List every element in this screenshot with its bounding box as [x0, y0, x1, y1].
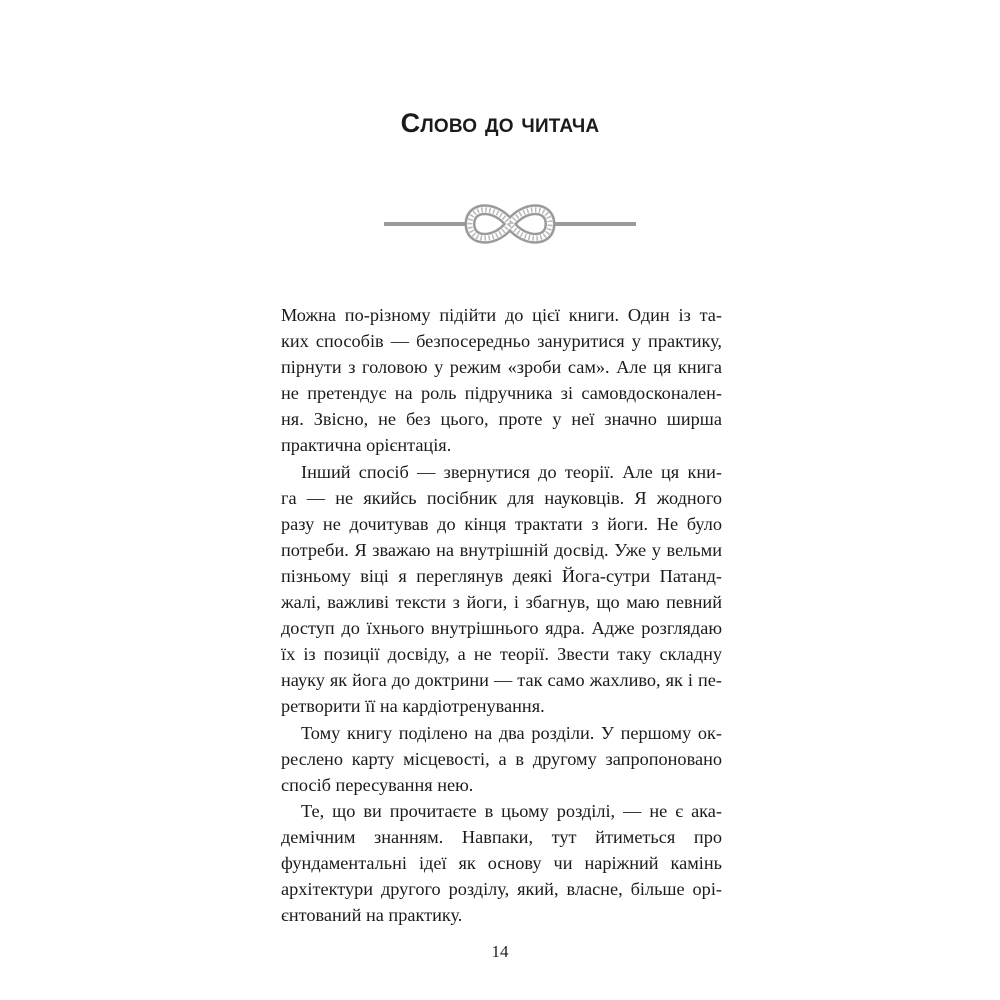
text-line: пізньому віці я переглянув деякі Йога-сутри Патанд-: [281, 565, 722, 586]
text-line: не претендує на роль підручника зі самовдосконален-: [281, 383, 722, 404]
page-title: Слово до читача: [400, 108, 600, 138]
text-line: фундаментальні ідеї як основу чи наріжний камінь: [281, 852, 722, 873]
text-line: ня. Звісно, не без цього, проте у неї значно ширша: [281, 409, 722, 430]
text-line: єнтований на практику.: [281, 905, 463, 926]
page-number: 14: [491, 942, 509, 961]
text-line: Тому книгу поділено на два розділи. У першому ок-: [301, 722, 722, 743]
text-line: спосіб пересування нею.: [281, 774, 474, 795]
text-line: пірнути з головою у режим «зроби сам». Але ця книга: [281, 357, 722, 378]
text-line: реслено карту місцевості, а в другому запропоновано: [281, 748, 722, 769]
text-line: практична орієнтація.: [281, 435, 452, 456]
text-line: Інший спосіб — звернутися до теорії. Але ця кни-: [301, 461, 722, 482]
text-line: Можна по-різному підійти до цієї книги. Один із та-: [281, 305, 722, 325]
text-line: ких способів — безпосередньо зануритися у практику,: [281, 331, 722, 352]
infinity-knot-icon: [384, 195, 636, 253]
text-line: доступ до їхнього внутрішнього ядра. Адже розглядаю: [281, 618, 722, 639]
text-line: Те, що ви прочитаєте в цьому розділі, — не є ака-: [301, 800, 722, 821]
text-line: ретворити її на кардіотренування.: [281, 696, 545, 717]
text-line: демічним знанням. Навпаки, тут йтиметься про: [281, 826, 722, 847]
text-line: га — не якийсь посібник для науковців. Я жодного: [281, 487, 722, 508]
paragraph: [281, 798, 722, 928]
text-line: потреби. Я зважаю на внутрішній досвід. Уже у вельми: [281, 539, 722, 560]
text-line: жалі, важливі тексти з йоги, і збагнув, що маю певний: [281, 592, 722, 613]
paragraph: [281, 459, 722, 720]
body-text: [281, 302, 722, 928]
paragraph: [281, 720, 722, 798]
text-line: їх із позиції досвіду, а не теорії. Звести таку складну: [281, 644, 722, 665]
paragraph: [281, 302, 722, 459]
text-line: архітектури другого розділу, який, власне, більше орі-: [281, 879, 722, 900]
text-line: разу не дочитував до кінця трактати з йоги. Не було: [281, 513, 722, 534]
text-line: науку як йога до доктрини — так само жахливо, як і пе-: [281, 670, 722, 691]
